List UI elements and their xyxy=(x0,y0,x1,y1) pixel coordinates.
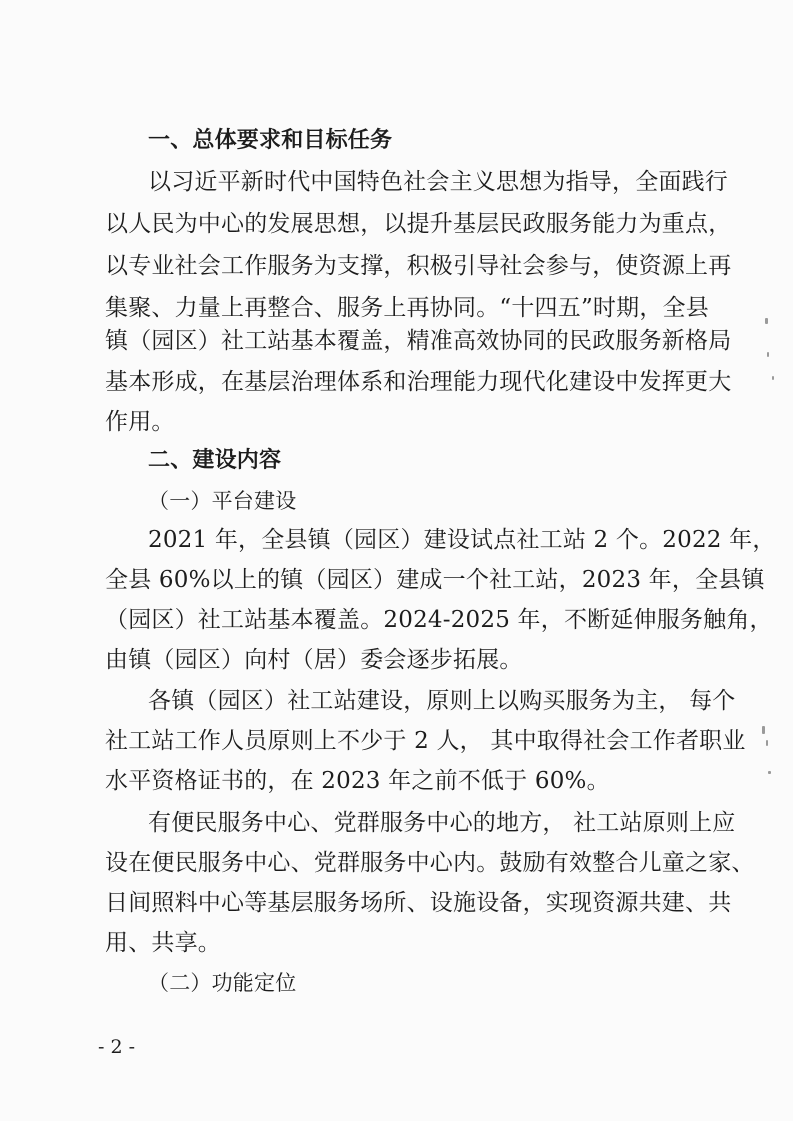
scan-speck xyxy=(766,740,768,746)
subsection-heading-2: （二）功能定位 xyxy=(148,971,297,995)
paragraph-line: 各镇（园区）社工站建设，原则上以购买服务为主， 每个 xyxy=(148,688,736,714)
paragraph-line: 2021 年，全县镇（园区）建设试点社工站 2 个。2022 年， xyxy=(148,527,776,553)
scan-speck xyxy=(772,376,774,380)
paragraph-line: 基本形成，在基层治理体系和治理能力现代化建设中发挥更大 xyxy=(105,369,732,395)
paragraph-line: 社工站工作人员原则上不少于 2 人， 其中取得社会工作者职业 xyxy=(105,728,746,754)
paragraph-line: 以人民为中心的发展思想，以提升基层民政服务能力为重点， xyxy=(105,211,732,237)
paragraph-line: 作用。 xyxy=(105,409,175,435)
paragraph-line: 水平资格证书的，在 2023 年之前不低于 60%。 xyxy=(105,768,610,794)
paragraph-line: 全县 60%以上的镇（园区）建成一个社工站，2023 年，全县镇 xyxy=(105,567,765,593)
scan-speck xyxy=(767,352,769,357)
paragraph-line: 用、共享。 xyxy=(105,930,221,956)
scan-speck xyxy=(768,771,771,774)
section-heading-1: 一、总体要求和目标任务 xyxy=(148,128,393,153)
paragraph-line: 以习近平新时代中国特色社会主义思想为指导，全面践行 xyxy=(148,169,728,195)
paragraph-line: 由镇（园区）向村（居）委会逐步拓展。 xyxy=(105,647,523,673)
scan-speck xyxy=(762,726,765,734)
paragraph-line: 集聚、力量上再整合、服务上再协同。“十四五”时期，全县 xyxy=(105,295,709,321)
paragraph-line: 有便民服务中心、党群服务中心的地方， 社工站原则上应 xyxy=(148,810,736,836)
paragraph-line: 以专业社会工作服务为支撑，积极引导社会参与，使资源上再 xyxy=(105,253,732,279)
scan-speck xyxy=(765,318,768,324)
paragraph-line: 镇（园区）社工站基本覆盖，精准高效协同的民政服务新格局 xyxy=(105,328,732,354)
section-heading-2: 二、建设内容 xyxy=(148,448,282,473)
subsection-heading-1: （一）平台建设 xyxy=(148,489,297,513)
page-number: - 2 - xyxy=(98,1036,136,1058)
paragraph-line: 设在便民服务中心、党群服务中心内。鼓励有效整合儿童之家、 xyxy=(105,850,755,876)
paragraph-line: 日间照料中心等基层服务场所、设施设备，实现资源共建、共 xyxy=(105,890,732,916)
paragraph-line: （园区）社工站基本覆盖。2024-2025 年，不断延伸服务触角， xyxy=(105,607,773,633)
